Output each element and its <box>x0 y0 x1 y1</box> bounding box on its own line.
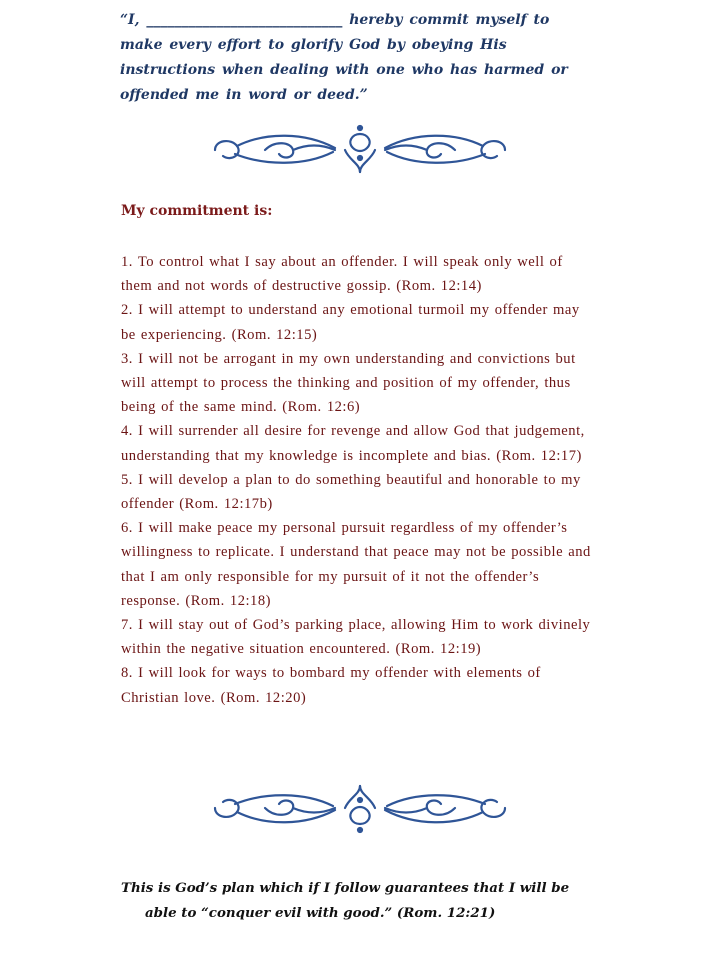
pledge-paragraph: “I, ____________________________ hereby commit myself to make every effort to glorify God by obeying His instructions when dealing with one who has harmed or offended me in word or deed.” <box>120 12 568 103</box>
commitment-list <box>121 250 593 710</box>
closing-line-2: able to “conquer evil with good.” (Rom. 12:21) <box>145 905 496 921</box>
commitment-item: 5. I will develop a plan to do something beautiful and honorable to my offender (Rom. 12:17b) <box>121 471 581 513</box>
commitment-item: 2. I will attempt to understand any emotional turmoil my offender may be experiencing. (Rom. 12:15) <box>121 302 580 343</box>
scroll-ornament-bottom <box>195 778 525 838</box>
closing-statement <box>121 876 591 926</box>
commitment-item: 3. I will not be arrogant in my own understanding and convictions but will attempt to process the thinking and position of my offender, thus being of the same mind. (Rom. 12:6) <box>121 350 576 416</box>
scroll-ornament-top <box>195 120 525 180</box>
commitment-item: 7. I will stay out of God’s parking place, allowing Him to work divinely within the negative situation encountered. (Rom. 12:19) <box>121 617 591 658</box>
commitment-item: 6. I will make peace my personal pursuit regardless of my offender’s willingness to replicate. I understand that peace may not be possible and that I am only responsible for my pursuit of it not the offender’s response. (Rom. 12:18) <box>121 520 591 609</box>
commitment-heading: My commitment is: <box>121 203 273 219</box>
commitment-item: 1. To control what I say about an offender. I will speak only well of them and not words of destructive gossip. (Rom. 12:14) <box>121 254 563 295</box>
commitment-item: 8. I will look for ways to bombard my offender with elements of Christian love. (Rom. 12:20) <box>121 665 541 706</box>
closing-line-1: This is God’s plan which if I follow guarantees that I will be <box>121 880 570 896</box>
commitment-item: 4. I will surrender all desire for revenge and allow God that judgement, understanding that my knowledge is incomplete and bias. (Rom. 12:17) <box>121 423 585 464</box>
